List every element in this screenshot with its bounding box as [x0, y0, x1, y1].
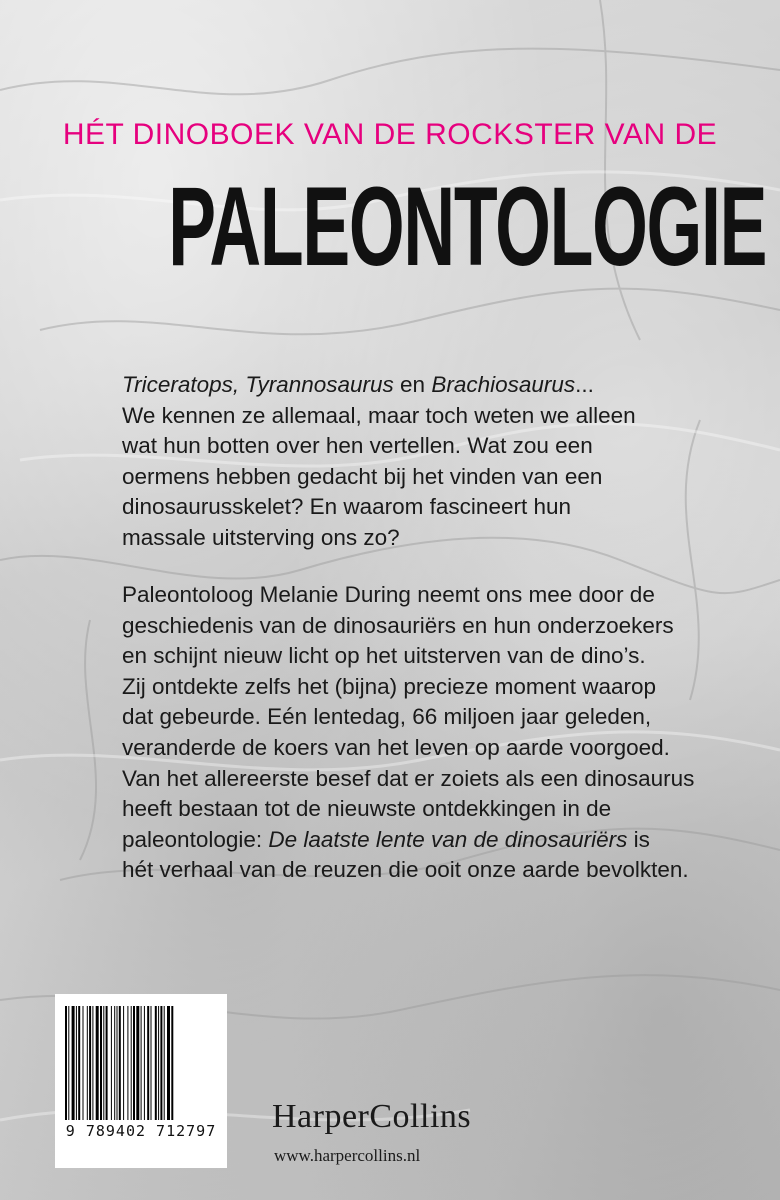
blurb-paragraph-1: [122, 370, 682, 554]
headline-text: PALEONTOLOGIE: [168, 164, 767, 289]
blurb-line: Triceratops, Tyrannosaurus en Brachiosaurus...: [122, 372, 594, 397]
blurb-line: Paleontoloog Melanie During neemt ons mee door de: [122, 582, 655, 607]
cover-kicker: HÉT DINOBOEK VAN DE ROCKSTER VAN DE: [62, 118, 718, 151]
blurb-line: Van het allereerste besef dat er zoiets als een dinosaurus: [122, 765, 695, 791]
book-title-italic: De laatste lente van de dinosauriërs: [268, 826, 628, 852]
blurb-paragraph-2: [122, 580, 695, 886]
barcode-icon: [65, 1006, 217, 1120]
publisher-url: www.harpercollins.nl: [274, 1146, 421, 1165]
blurb-line: paleontologie: De laatste lente van de dinosauriërs is: [122, 826, 650, 852]
italic-dinosaur-name: Brachiosaurus: [431, 372, 576, 397]
blurb-line: dat gebeurde. Eén lentedag, 66 miljoen jaar geleden,: [122, 704, 652, 730]
cover-headline: [0, 152, 780, 302]
blurb-line: dinosaurusskelet? En waarom fascineert hun: [122, 494, 572, 520]
blurb-line: geschiedenis van de dinosauriërs en hun onderzoekers: [122, 612, 674, 638]
isbn-barcode: [55, 994, 227, 1168]
isbn-digits: 9 789402 712797: [65, 1122, 217, 1140]
italic-dinosaur-names: Triceratops, Tyrannosaurus: [122, 372, 394, 397]
blurb-line: veranderde de koers van het leven op aarde voorgoed.: [122, 734, 670, 760]
blurb-line: massale uitsterving ons zo?: [122, 524, 400, 550]
publisher-logo: HarperCollins: [272, 1098, 472, 1135]
blurb-line: heeft bestaan tot de nieuwste ontdekkingen in de: [122, 796, 612, 822]
blurb-line: We kennen ze allemaal, maar toch weten we alleen: [122, 402, 636, 428]
blurb-line: oermens hebben gedacht bij het vinden van een: [122, 463, 603, 489]
blurb-line: hét verhaal van de reuzen die ooit onze aarde bevolkten.: [122, 857, 689, 883]
blurb-line: Zij ontdekte zelfs het (bijna) precieze moment waarop: [122, 673, 657, 699]
blurb-line: wat hun botten over hen vertellen. Wat zou een: [122, 433, 593, 459]
blurb-line: en schijnt nieuw licht op het uitsterven van de dino’s.: [122, 643, 646, 669]
